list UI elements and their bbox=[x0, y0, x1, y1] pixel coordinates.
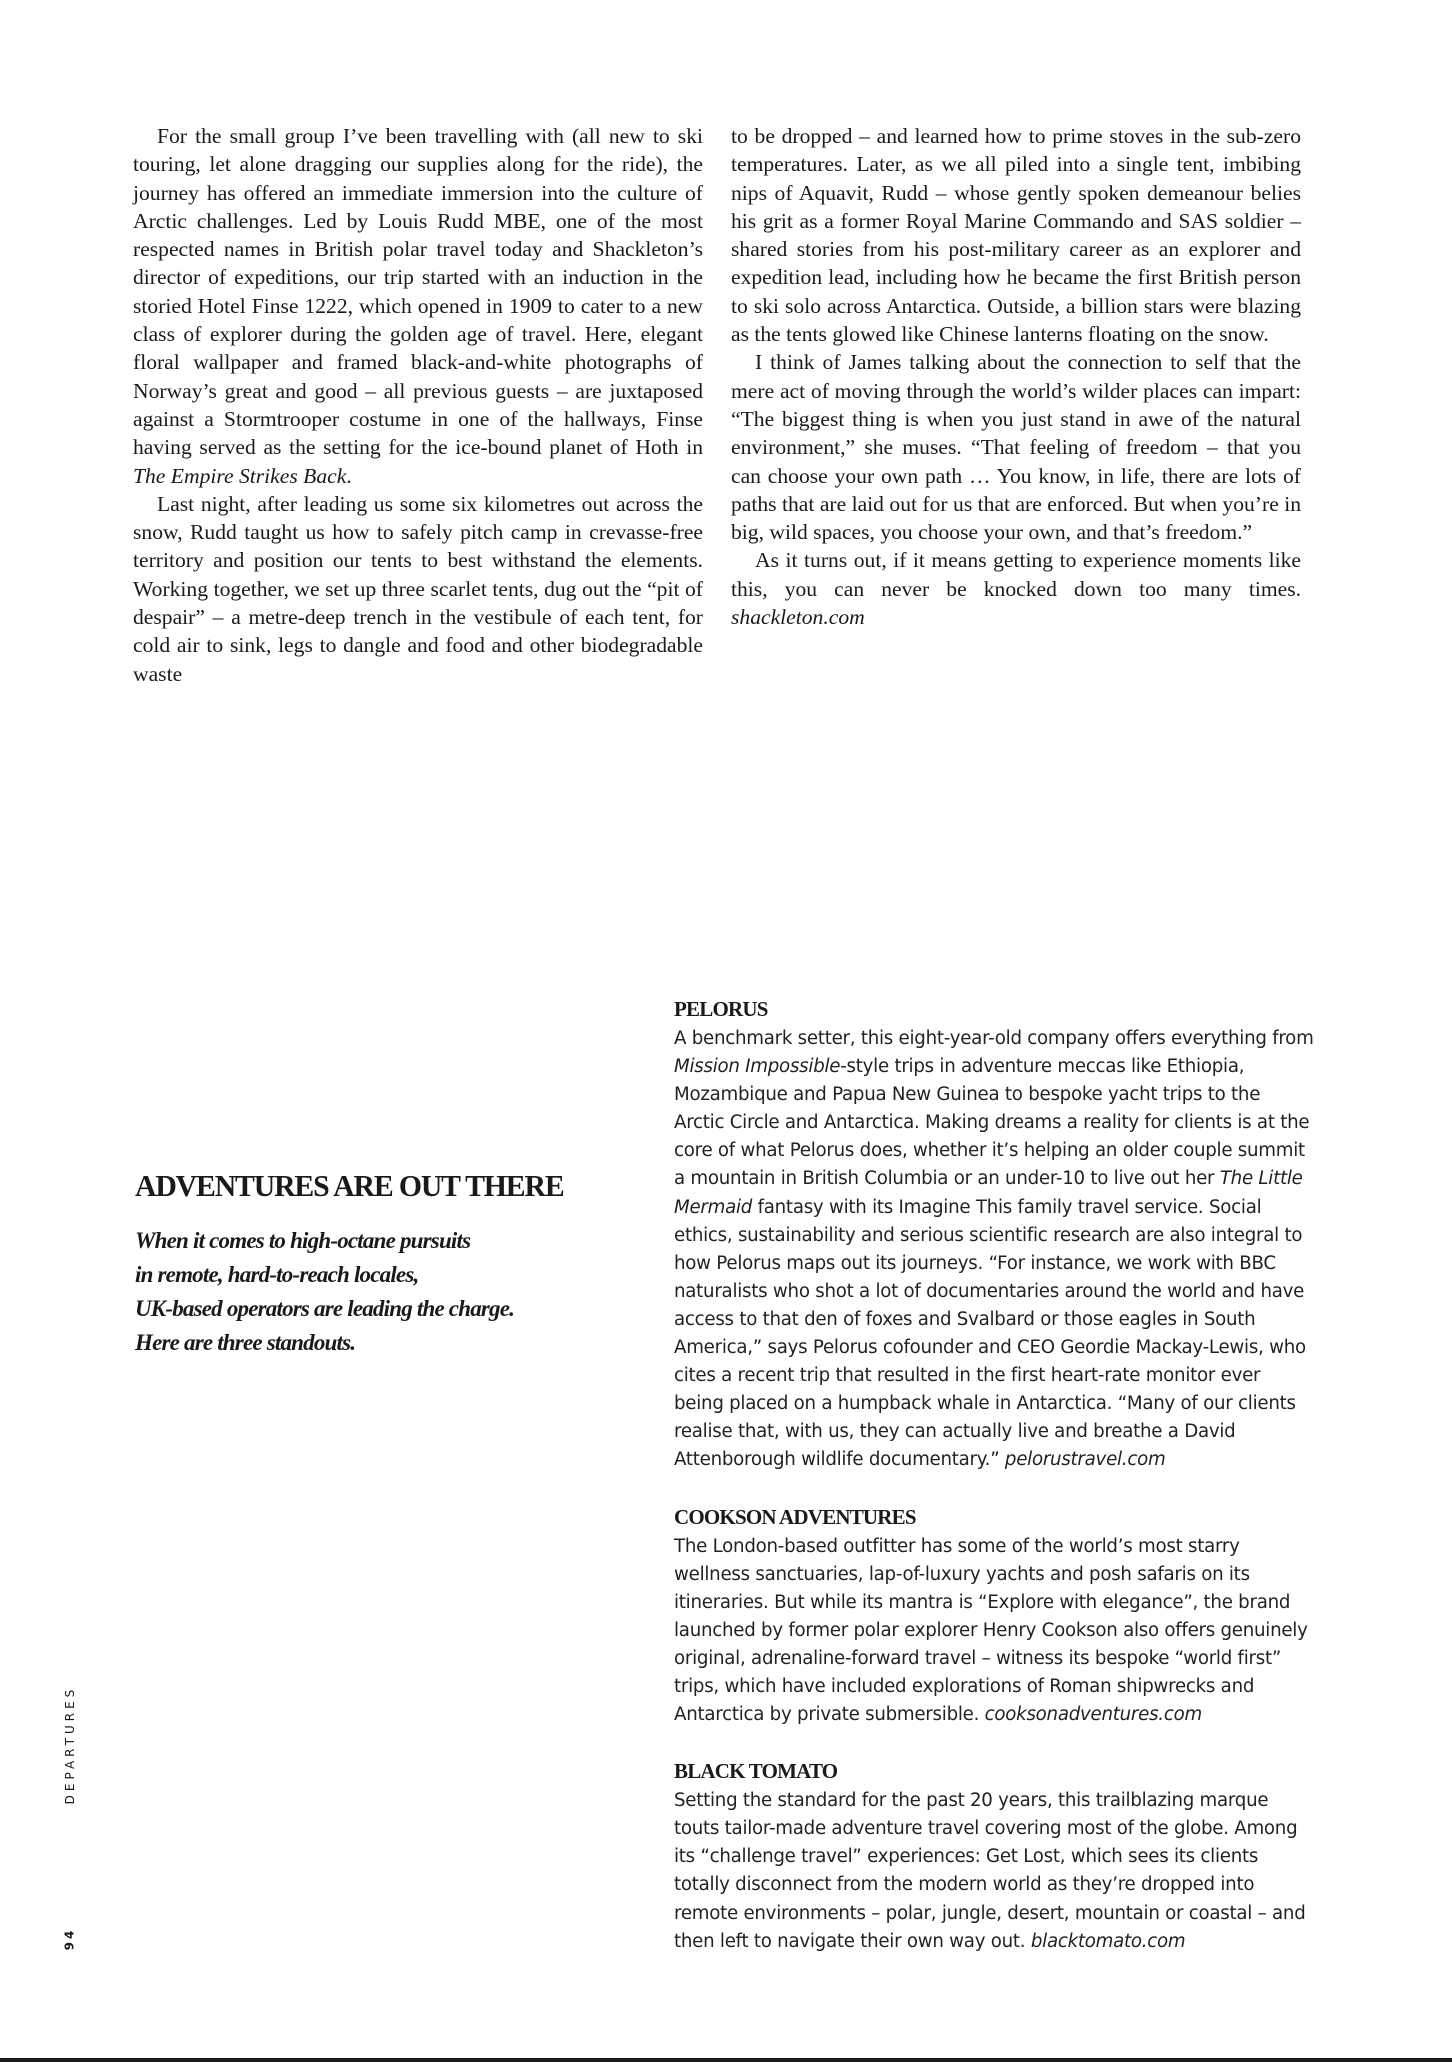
section-label: DEPARTURES bbox=[63, 1685, 77, 1805]
aside-heading: ADVENTURES ARE OUT THERE bbox=[135, 1168, 564, 1203]
article-column-right bbox=[731, 122, 1301, 631]
aside-subheading-line: in remote, hard-to-reach locales, bbox=[135, 1262, 419, 1287]
operator-description: The London-based outfitter has some of the world’s most starry wellness sanctuaries, lap-of-luxury yachts and posh safaris on its itineraries. But while its mantra is “Explore with elegance”, the brand launched by former polar explorer Henry Cookson also offers genuinely original, adrenaline-forward travel – witness its bespoke “world first” trips, which have included explorations of Roman shipwrecks and Antarctica by private submersible. cooksonadventures.com bbox=[674, 1535, 1308, 1726]
operator-cookson-adventures bbox=[674, 1502, 1314, 1730]
italic-text: shackleton.com bbox=[731, 605, 865, 630]
bottom-rule bbox=[0, 2058, 1452, 2062]
italic-text: pelorustravel.com bbox=[1004, 1449, 1166, 1471]
article-column-left bbox=[133, 122, 703, 688]
operator-description: A benchmark setter, this eight-year-old company offers everything from Mission Impossible-style trips in adventure meccas like Ethiopia, Mozambique and Papua New Guinea to bespoke yacht trips to the Arctic Circle and Antarctica. Making dreams a reality for clients is at the core of what Pelorus does, whether it’s helping an older couple summit a mountain in British Columbia or an under-10 to live out her The Little Mermaid fantasy with its Imagine This family travel service. Social ethics, sustainability and serious scientific research are also integral to how Pelorus maps out its journeys. “For instance, we work with BBC naturalists who shot a lot of documentaries around the world and have access to that den of foxes and Svalbard or those eagles in South America,” says Pelorus cofounder and CEO Geordie Mackay-Lewis, who cites a recent trip that resulted in the first heart-rate monitor ever being placed on a humpback whale in Antarctica. “Many of our clients realise that, with us, they can actually live and breathe a David Attenborough wildlife documentary.” pelorustravel.com bbox=[674, 1028, 1314, 1471]
italic-text: cooksonadventures.com bbox=[984, 1704, 1202, 1726]
article-paragraph: For the small group I’ve been travelling with (all new to ski touring, let alone dragging our supplies along for the ride), the journey has offered an immediate immersion into the culture of Arctic challenges. Led by Louis Rudd MBE, one of the most respected names in British polar travel today and Shackleton’s director of expeditions, our trip started with an induction in the storied Hotel Finse 1222, which opened in 1909 to cater to a new class of explorer during the golden age of travel. Here, elegant floral wallpaper and framed black-and-white photographs of Norway’s great and good – all previous guests – are juxtaposed against a Stormtrooper costume in one of the hallways, Finse having served as the setting for the ice-bound planet of Hoth in The Empire Strikes Back. bbox=[133, 124, 703, 488]
operator-name: COOKSON ADVENTURES bbox=[674, 1504, 916, 1529]
operator-name: BLACK TOMATO bbox=[674, 1759, 838, 1784]
article-paragraph: I think of James talking about the connection to self that the mere act of moving through the world’s wilder places can impart: “The biggest thing is when you just stand in awe of the natural environment,” she muses. “That feeling of freedom – that you can choose your own path … You know, in life, there are lots of paths that are laid out for us that are enforced. But when you’re in big, wild spaces, you choose your own, and that’s freedom.” bbox=[731, 350, 1301, 545]
italic-text: The Little Mermaid bbox=[674, 1168, 1303, 1218]
italic-text: The Empire Strikes Back bbox=[133, 463, 347, 488]
italic-text: blacktomato.com bbox=[1030, 1930, 1186, 1952]
aside-subheading-line: Here are three standouts. bbox=[135, 1330, 356, 1355]
operator-pelorus bbox=[674, 994, 1314, 1475]
operator-black-tomato bbox=[674, 1756, 1314, 1956]
aside-subheading-line: UK-based operators are leading the charge. bbox=[135, 1296, 515, 1321]
aside-subheading bbox=[135, 1224, 595, 1360]
article-paragraph: Last night, after leading us some six kilometres out across the snow, Rudd taught us how to safely pitch camp in crevasse-free territory and position our tents to best withstand the elements. Working together, we set up three scarlet tents, dug out the “pit of despair” – a metre-deep trench in the vestibule of each tent, for cold air to sink, legs to dangle and food and other biodegradable waste bbox=[133, 491, 703, 686]
page-number: 94 bbox=[62, 1927, 77, 1951]
operators-list bbox=[674, 994, 1314, 1983]
article-paragraph: As it turns out, if it means getting to experience moments like this, you can never be knocked down too many times. shackleton.com bbox=[731, 548, 1301, 630]
aside-subheading-line: When it comes to high-octane pursuits bbox=[135, 1228, 471, 1253]
operator-name: PELORUS bbox=[674, 997, 768, 1021]
article-paragraph: to be dropped – and learned how to prime stoves in the sub-zero temperatures. Later, as we all piled into a single tent, imbibing nips of Aquavit, Rudd – whose gently spoken demeanour belies his grit as a former Royal Marine Commando and SAS soldier – shared stories from his post-military career as an explorer and expedition lead, including how he became the first British person to ski solo across Antarctica. Outside, a billion stars were blazing as the tents glowed like Chinese lanterns floating on the snow. bbox=[731, 124, 1301, 347]
operator-description: Setting the standard for the past 20 years, this trailblazing marque touts tailor-made adventure travel covering most of the globe. Among its “challenge travel” experiences: Get Lost, which sees its clients totally disconnect from the modern world as they’re dropped into remote environments – polar, jungle, desert, mountain or coastal – and then left to navigate their own way out. blacktomato.com bbox=[674, 1790, 1306, 1952]
italic-text: Mission Impossible bbox=[674, 1056, 841, 1078]
